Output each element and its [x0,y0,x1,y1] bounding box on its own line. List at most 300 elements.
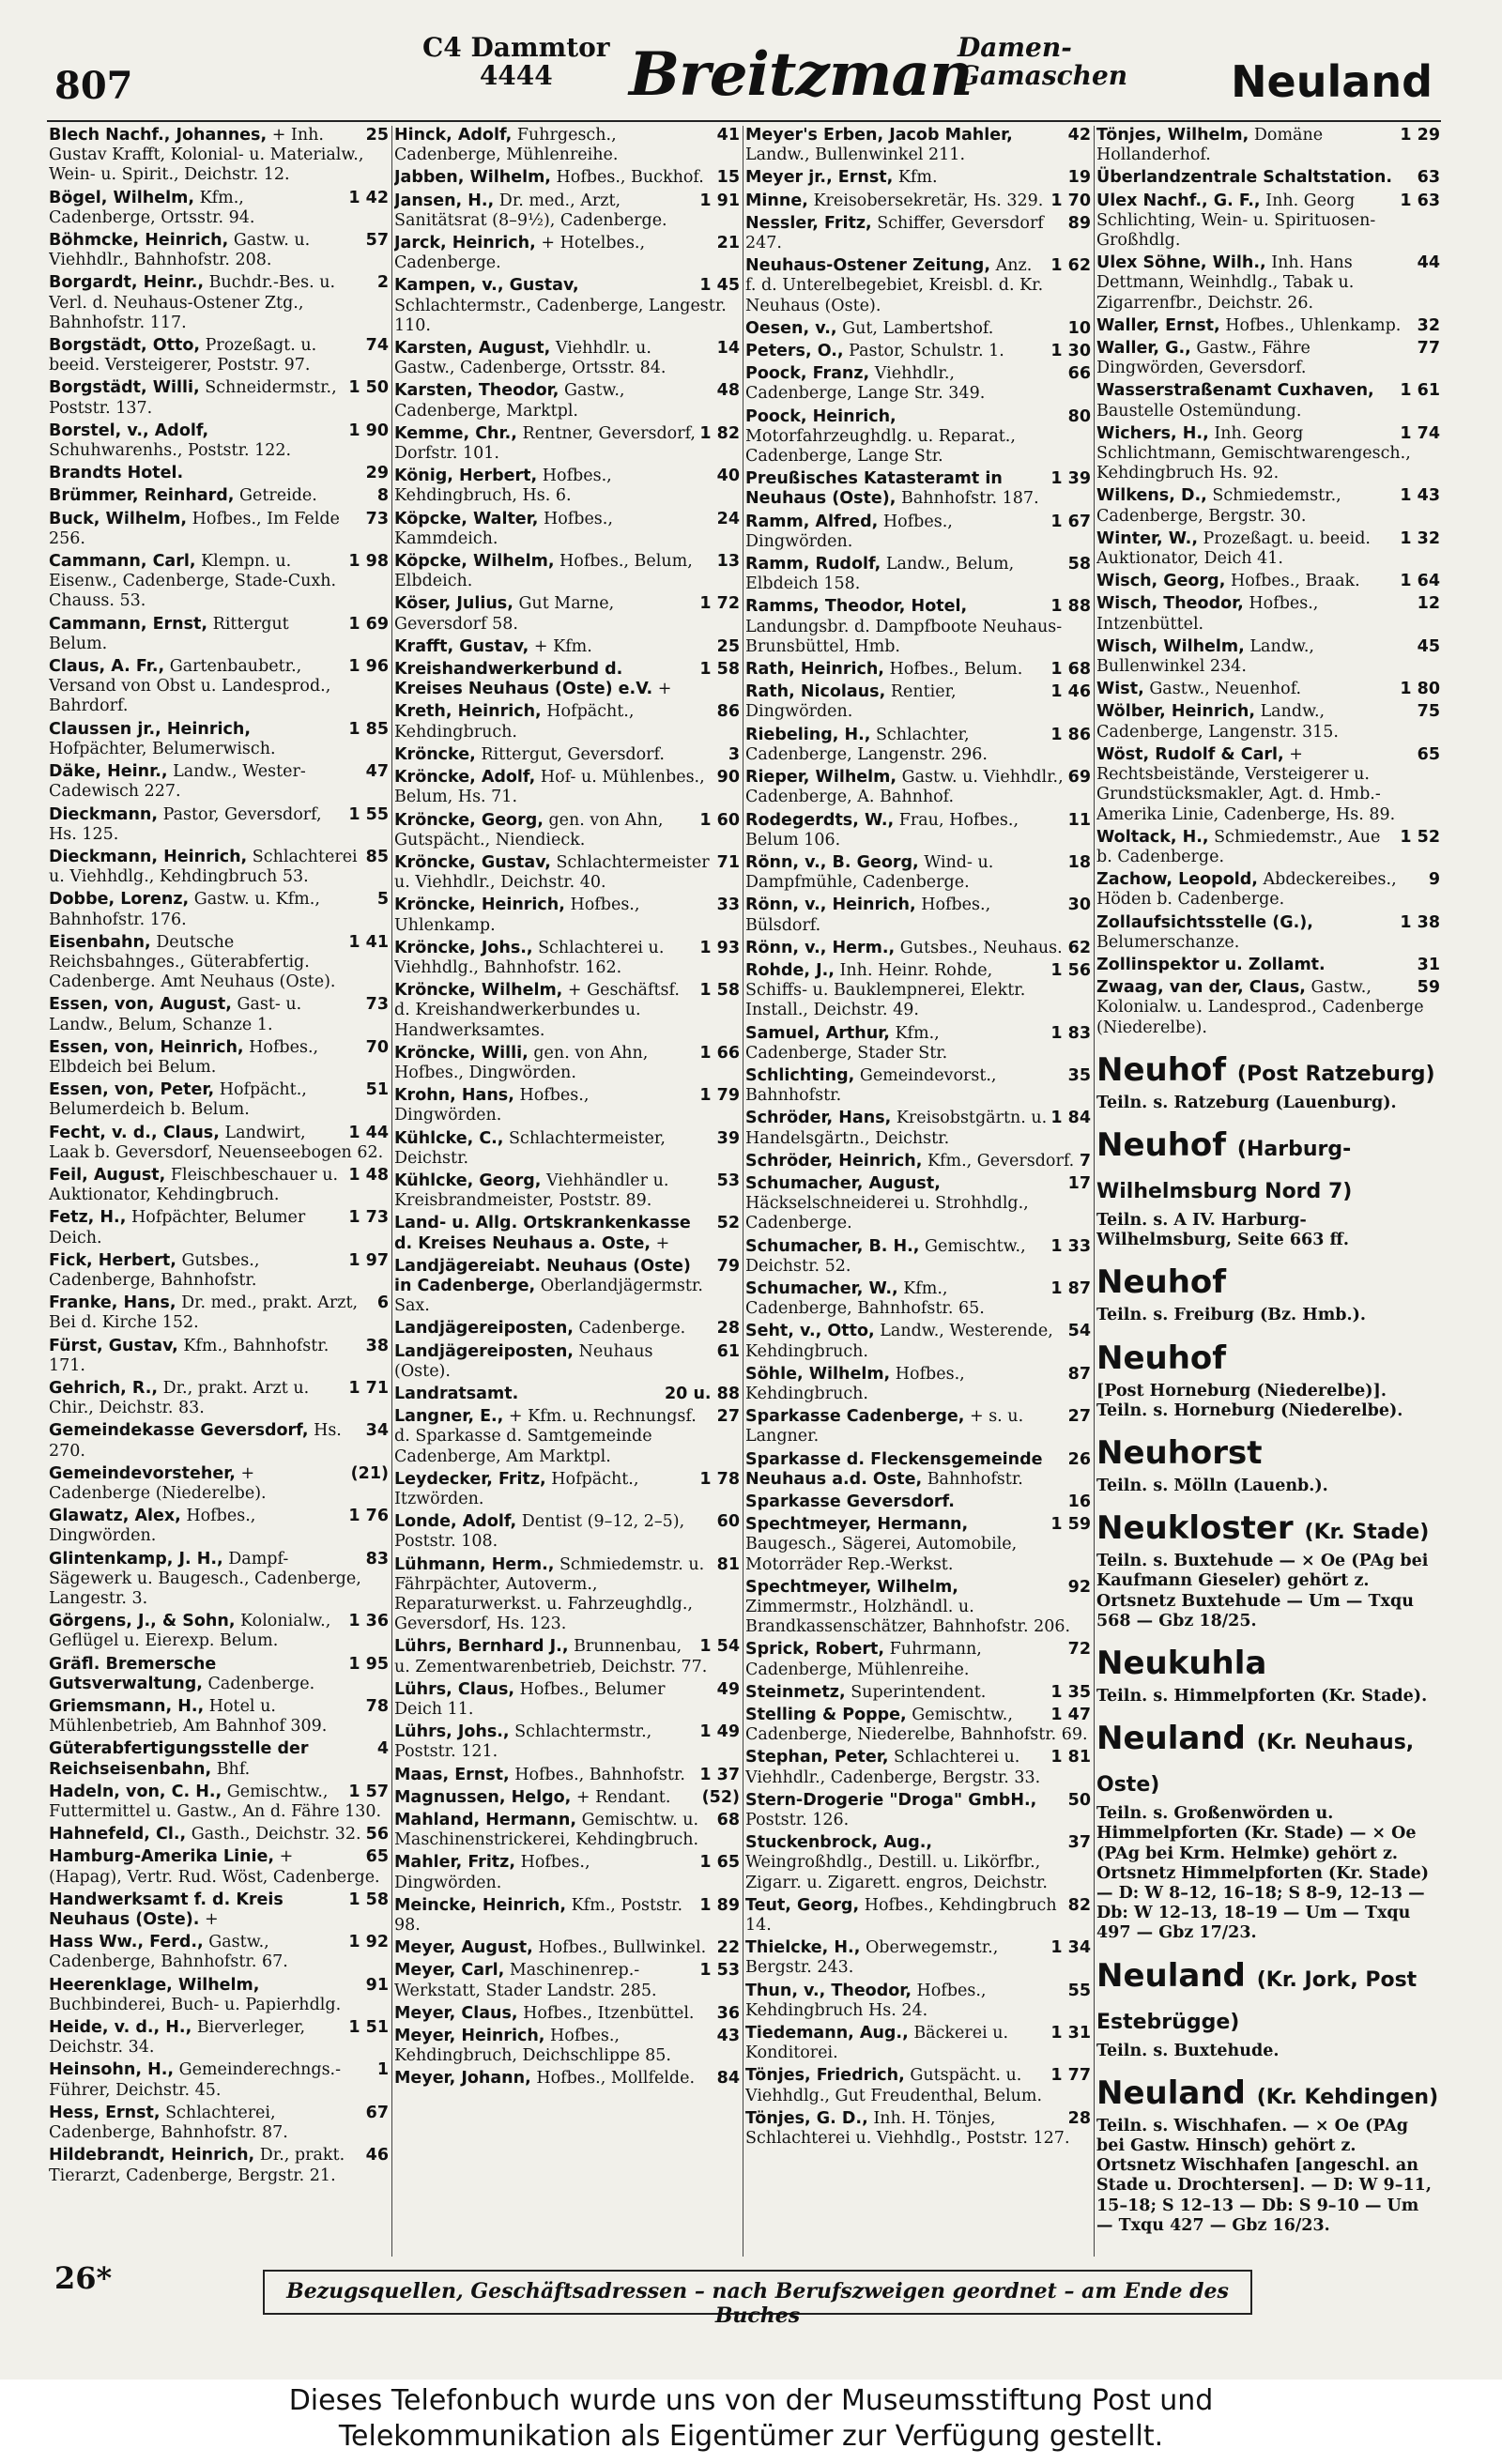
listing-details: Bäckerei u. Konditorei. [745,2024,1009,2063]
listing-phone: 81 [716,1554,740,1574]
listing-phone: 1 89 [699,1895,740,1915]
location-reference-text: Teiln. s. Wischhafen. — × Oe (PAg bei Gastw. Hinsch) gehört z. Ortsnetz Wischhafen [angeschl. an Stade u. Drochtersen]. — D: W 9–11, 15–18; S 12–13 — Db: S 9–10 — Um — Txqu 427 — Gbz 16/23. [1096,2116,1432,2235]
listing-details: Gut Marne, Geversdorf 58. [394,594,615,634]
listing-entry [49,657,389,717]
listing-details: Schlachterei u. Viehhdlg., Kehdingbruch 53. [49,847,358,887]
listing-entry [394,1680,740,1720]
listing-phone: 1 73 [348,1208,389,1228]
listing-details: Inh. Hans Dettmann, Weinhdlg., Tabak u. Zigarrenfbr., Deichstr. 26. [1096,253,1355,313]
listing-entry [394,768,740,807]
listing-name: Mahland, Hermann, [394,1811,576,1830]
listing-details: Hofpächt., Kehdingbruch. [394,702,635,742]
listing-name: Schröder, Heinrich, [745,1151,923,1171]
archive-caption [0,2380,1502,2464]
listing-phone: 55 [1067,1981,1091,2000]
location-qualifier: (Kr. Kehdingen) [1256,2085,1439,2109]
location-name: Neuhof [1096,1263,1227,1302]
listing-phone: (52) [701,1787,740,1807]
listing-entry [49,995,389,1034]
listing-name: Lühmann, Herm., [394,1554,555,1574]
location-qualifier: (Kr. Neuhaus, Oste) [1096,1731,1415,1798]
listing-name: Jarck, Heinrich, [394,234,536,253]
listing-details: Klempn. u. Eisenw., Cadenberge, Stade-Cuxh. Chauss. 53. [49,552,337,611]
listing-entry [1096,702,1440,742]
listing-entry [745,1365,1091,1404]
listing-entry [49,1739,389,1779]
listing-name: Zwaag, van der, Claus, [1096,978,1306,998]
listing-entry [49,1293,389,1333]
listing-details: Hofbes., Itzenbüttel. [523,2003,695,2023]
listing-details: Hofbes., Dingwörden. [49,1507,256,1546]
location-reference-text: Teiln. s. Ratzeburg (Lauenburg). [1096,1093,1397,1112]
listing-phone: 1 67 [1050,512,1091,531]
listing-phone: 1 80 [1400,680,1440,699]
listing-details: Neuhaus (Oste). [394,1341,653,1381]
listing-phone: 65 [365,1847,389,1867]
listing-entry [1096,956,1440,975]
listing-name: Landjägereiposten, [394,1319,574,1339]
location-reference-text: [Post Horneburg (Niederelbe)]. Teiln. s. Horneburg (Niederelbe). [1096,1381,1403,1420]
listing-entry [394,191,740,231]
listing-phone: 51 [365,1080,389,1100]
listing-phone: 1 32 [1400,528,1440,548]
listing-name: Land- u. Allg. Ortskrankenkasse d. Kreises Neuhaus a. Oste, [394,1214,691,1253]
listing-phone: 1 68 [1050,660,1091,680]
listing-details: Rentier, Dingwörden. [745,682,957,722]
listing-details: Gastw., Cadenberge, Bahnhofstr. 67. [49,1933,288,1972]
listing-name: Woltack, H., [1096,827,1209,847]
location-heading [1096,1434,1440,1477]
location-heading [1096,1051,1440,1094]
listing-details: Viehhändler u. Kreisbrandmeister, Poststr. 89. [394,1171,669,1211]
listing-name: Lührs, Bernhard J., [394,1637,569,1657]
directory-columns [49,126,1440,2257]
listing-entry [49,1124,389,1163]
listing-entry [745,126,1091,165]
listing-details: Anz. f. d. Unterelbegebiet, Kreisbl. d. Kr. Neuhaus (Oste). [745,256,1044,315]
listing-entry [745,1174,1091,1234]
listing-phone: 1 86 [1050,725,1091,744]
listing-name: Kröncke, Heinrich, [394,895,565,915]
listing-name: Wisch, Theodor, [1096,594,1244,614]
listing-phone: 18 [1067,852,1091,872]
listing-details: Hofbes., Uhlenkamp. [1225,315,1402,335]
listing-name: Wölber, Heinrich, [1096,702,1255,722]
listing-details: Pastor, Schulstr. 1. [849,342,1004,361]
listing-name: Claussen jr., Heinrich, [49,719,251,739]
listing-name: Dieckmann, [49,804,159,824]
listing-name: Wilkens, D., [1096,486,1207,506]
listing-details: Oberlandjägermstr. Sax. [394,1276,703,1316]
listing-entry [49,189,389,228]
listing-phone: 56 [365,1825,389,1844]
listing-details: Schlachtermstr., Poststr. 121. [394,1722,652,1762]
listing-name: Lührs, Johs., [394,1722,510,1742]
listing-details: Hofpächter, Belumer Deich. [49,1208,306,1247]
listing-phone: 14 [716,339,740,359]
listing-phone: 79 [716,1256,740,1276]
location-name: Neuhof [1096,1339,1227,1377]
listing-entry [745,1322,1091,1361]
listing-details: Bahnhofstr. [927,1469,1023,1489]
listing-details: + Kfm. [533,636,592,656]
listing-entry [49,1825,389,1844]
listing-name: Waller, G., [1096,339,1191,359]
listing-entry [1096,913,1440,953]
location-heading [1096,1339,1440,1382]
listing-name: Ramms, Theodor, Hotel, [745,597,968,617]
listing-details: Superintendent. [851,1682,987,1702]
listing-details: Gut, Lambertshof. [842,318,994,338]
listing-name: Essen, von, Peter, [49,1080,215,1100]
listing-phone: 20 u. 88 [665,1384,740,1403]
listing-name: Däke, Heinr., [49,762,168,782]
page-mark: 26* [54,2260,113,2296]
listing-details: + Cadenberge (Niederelbe). [49,1463,267,1503]
listing-details: Hofbes., Elbdeich bei Belum. [49,1037,319,1077]
listing-phone: 1 38 [1400,912,1440,932]
listing-details: Dr., prakt. Arzt u. Chir., Deichstr. 83. [49,1378,310,1418]
listing-phone: 30 [1067,895,1091,915]
listing-details: Schlachterei, Cadenberge, Bahnhofstr. 87. [49,2103,288,2143]
listing-phone: 1 65 [699,1853,740,1873]
listing-details: Cadenberge. [578,1319,686,1339]
listing-name: Rieper, Wilhelm, [745,768,897,788]
listing-entry [394,1407,740,1467]
listing-phone: 85 [365,847,389,866]
listing-name: Meyer, Carl, [394,1961,505,1981]
listing-details: Gastw., Fähre Dingwörden, Geversdorf. [1096,339,1310,378]
listing-details: Bahnhofstr. 187. [900,489,1039,509]
listing-name: Borgardt, Heinr., [49,273,204,293]
listing-details: Inh. Georg Schlichtmann, Gemischtwarengesch., Kehdingbruch Hs. 92. [1096,423,1411,483]
listing-name: Krafft, Gustav, [394,636,529,656]
listing-details: Gast- u. Landw., Belum, Schanze 1. [49,995,302,1034]
listing-details: Viehhdlr., Cadenberge, Lange Str. 349. [745,364,986,404]
listing-name: Landjägereiposten, [394,1341,574,1361]
listing-phone: 24 [716,509,740,528]
listing-details: Fuhrgesch., Cadenberge, Mühlenreihe. [394,126,619,165]
listing-details: Hofbes., Intzenbüttel. [1096,594,1319,634]
listing-phone: 27 [716,1407,740,1427]
listing-details: + Inh. Gustav Krafft, Kolonial- u. Materialw., Wein- u. Spirit., Deichstr. 12. [49,126,364,185]
listing-phone: 92 [1067,1577,1091,1597]
column-4-entries [1096,126,1440,1038]
listing-entry [49,273,389,333]
listing-phone: 29 [365,464,389,483]
header-brand: Breitzman [629,39,973,110]
listing-name: Dieckmann, Heinrich, [49,847,248,866]
listing-name: Borgstädt, Willi, [49,378,200,398]
listing-phone: 1 70 [1050,191,1091,210]
listing-phone: 41 [716,126,740,145]
listing-phone: 70 [365,1037,389,1057]
listing-name: Feil, August, [49,1165,166,1185]
listing-phone: 63 [1417,168,1440,188]
listing-details: Gastw., Cadenberge, Marktpl. [394,381,625,421]
listing-name: Sparkasse Geversdorf. [745,1492,955,1511]
listing-details: Getreide. [239,486,317,506]
listing-entry [745,407,1091,467]
listing-name: Heinsohn, H., [49,2060,175,2080]
listing-entry [745,1791,1091,1830]
listing-name: Meyer, August, [394,1938,533,1958]
listing-entry [745,895,1091,935]
listing-name: Peters, O., [745,342,844,361]
listing-name: Rath, Nicolaus, [745,682,886,702]
listing-entry [394,467,740,506]
listing-entry [1096,339,1440,378]
footer-banner [263,2270,1252,2328]
listing-name: Nessler, Fritz, [745,213,872,233]
listing-name: Jansen, H., [394,191,495,210]
listing-name: Meyer, Heinrich, [394,2027,545,2046]
listing-details: Viehhdlr. u. Gastw., Cadenberge, Ortsstr. 84. [394,339,667,378]
listing-phone: 1 52 [1400,827,1440,847]
listing-phone: 83 [365,1549,389,1569]
listing-entry [49,464,389,483]
listing-entry [745,2066,1091,2105]
listing-details: Pastor, Geversdorf, Hs. 125. [49,804,322,844]
header-ad-left [422,34,610,90]
listing-entry [49,378,389,418]
listing-phone: 36 [716,2003,740,2023]
listing-details: Hofbes., Im Felde 256. [49,509,340,548]
listing-name: Landratsamt. [394,1384,519,1403]
listing-phone: 87 [1067,1364,1091,1384]
listing-entry [745,1237,1091,1277]
listing-details: Hofpächt., Belumerdeich b. Belum. [49,1080,307,1120]
listing-phone: 7 [1079,1151,1091,1171]
listing-phone: 84 [716,2069,740,2089]
listing-details: + Geschäftsf. d. Kreishandwerkerbundes u. Handwerksamtes. [394,981,680,1040]
listing-details: Brunnenbau, u. Zementwarenbetrieb, Deichstr. 77. [394,1637,708,1676]
listing-details: Landw., Bullenwinkel 211. [745,145,966,165]
listing-entry [49,552,389,612]
listing-details: Schlachtermstr., Cadenberge, Langestr. 110. [394,296,727,335]
listing-entry [1096,191,1440,252]
listing-entry [394,1044,740,1083]
listing-entry [394,424,740,464]
listing-entry [394,702,740,742]
listing-details: Dampf-Sägewerk u. Baugesch., Cadenberge, Langestr. 3. [49,1549,361,1609]
listing-entry [49,1655,389,1694]
listing-details: Gutspächt. u. Viehhdlg., Gut Freudenthal, Belum. [745,2066,1043,2105]
listing-name: Söhle, Wilhelm, [745,1364,891,1384]
listing-name: Leydecker, Fritz, [394,1469,546,1489]
listing-phone: 6 [376,1293,389,1313]
header-rule [47,120,1441,122]
listing-phone: 1 57 [348,1782,389,1801]
listing-phone: 39 [716,1128,740,1148]
listing-details: + Hotelbes., Cadenberge. [394,234,646,273]
listing-name: Rönn, v., Herm., [745,938,896,957]
listing-details: Kfm., Bahnhofstr. 171. [49,1336,330,1375]
listing-entry [49,615,389,654]
listing-entry [745,1683,1091,1703]
location-heading [1096,1126,1440,1211]
listing-entry [1096,486,1440,526]
listing-phone: 1 34 [1050,1938,1091,1958]
listing-phone: 1 91 [699,191,740,210]
listing-name: Minne, [745,191,808,210]
listing-details: Bhf. [216,1759,251,1779]
listing-details: Baustelle Ostemündung. [1096,401,1302,421]
listing-name: Langner, E., [394,1407,504,1427]
listing-name: Magnussen, Helgo, [394,1787,572,1807]
listing-details: Hofbes., Bullwinkel. [538,1938,707,1958]
listing-name: Kröncke, Georg, [394,810,544,830]
listing-phone: 1 63 [1400,191,1440,210]
listing-entry [1096,594,1440,634]
listing-phone: 1 61 [1400,381,1440,401]
listing-details: Buchbinderei, Buch- u. Papierhdlg. [49,1995,342,2014]
listing-phone: 69 [1067,768,1091,788]
listing-phone: 28 [1067,2108,1091,2128]
listing-phone: 21 [716,234,740,253]
listing-details: Schlachtermeister u. Viehhdlr., Deichstr. 40. [394,852,710,893]
listing-phone: 58 [1067,555,1091,574]
listing-name: Landjägereiabt. Neuhaus (Oste) in Cadenberge, [394,1256,691,1295]
listing-entry [394,2069,740,2089]
listing-details: Schmiedemstr., Aue b. Cadenberge. [1096,827,1381,866]
listing-name: Kreth, Heinrich, [394,702,542,722]
listing-details: Hof- u. Mühlenbes., Belum, Hs. 71. [394,768,705,807]
listing-details: Häckselschneiderei u. Strohhdlg., Cadenberge. [745,1194,1029,1233]
listing-details: + [204,1910,219,1930]
listing-phone: 1 43 [1400,486,1440,506]
listing-entry [49,2104,389,2143]
listing-phone: 1 77 [1050,2066,1091,2086]
listing-entry [745,191,1091,211]
listing-phone: 1 60 [699,810,740,830]
listing-entry [394,1811,740,1850]
listing-phone: 44 [1417,253,1440,273]
listing-name: Ramm, Rudolf, [745,555,881,574]
listing-name: Buck, Wilhelm, [49,509,188,528]
listing-entry [49,890,389,929]
listing-phone: 1 72 [699,594,740,614]
listing-phone: 40 [716,467,740,486]
listing-details: Rentner, Geversdorf, Dorfstr. 101. [394,423,696,464]
listing-details: Landungsbr. d. Dampfboote Neuhaus-Brunsbüttel, Hmb. [745,617,1063,656]
listing-phone: 1 74 [1400,423,1440,443]
listing-phone: 17 [1067,1173,1091,1193]
listing-entry [49,2018,389,2058]
listing-phone: 25 [716,636,740,656]
listing-details: Buchdr.-Bes. u. Verl. d. Neuhaus-Ostener Ztg., Bahnhofstr. 117. [49,273,336,332]
listing-details: Hotel u. Mühlenbetrieb, Am Bahnhof 309. [49,1697,328,1737]
listing-details: Gastw. u. Kfm., Bahnhofstr. 176. [49,890,320,929]
listing-phone: 71 [716,852,740,872]
listing-phone: 52 [716,1214,740,1233]
listing-details: + Rechtsbeistände, Versteigerer u. Grundstücksmakler, Agt. d. Hmb.-Amerika Linie, Cadenberge, Hs. 89. [1096,744,1396,824]
listing-details: Hofbes., Belum. [889,660,1023,680]
listing-details: Bierverleger, Deichstr. 34. [49,2018,306,2058]
listing-entry [745,1024,1091,1064]
listing-phone: 90 [716,768,740,788]
listing-phone: 1 53 [699,1961,740,1981]
listing-name: Schlichting, [745,1065,855,1085]
listing-entry [49,1464,389,1504]
listing-entry [394,2004,740,2024]
listing-name: Hess, Ernst, [49,2103,161,2122]
listing-entry [49,720,389,759]
header-ad-left-line2: 4444 [479,60,553,91]
listing-entry [394,1385,740,1404]
caption-line-1: Dieses Telefonbuch wurde uns von der Museumsstiftung Post und [288,2384,1214,2417]
listing-phone: 1 41 [348,932,389,952]
listing-details: Gutsbes., Neuhaus. [899,938,1063,957]
listing-entry [745,364,1091,404]
listing-details: Dr. med., Arzt, Sanitätsrat (8–9½), Cadenberge. [394,191,667,230]
listing-phone: 1 35 [1050,1682,1091,1702]
location-reference-text: Teiln. s. Mölln (Lauenb.). [1096,1476,1328,1495]
listing-name: Bögel, Wilhelm, [49,188,195,207]
listing-name: Stuckenbrock, Aug., [745,1833,933,1853]
listing-entry [49,1208,389,1247]
listing-name: Zollinspektor u. Zollamt. [1096,955,1326,974]
listing-name: Rönn, v., Heinrich, [745,895,916,915]
listing-name: Fick, Herbert, [49,1250,176,1270]
listing-phone: 1 58 [348,1890,389,1909]
listing-details: Hofbes., Bahnhofstr. [514,1765,685,1784]
listing-entry [394,745,740,765]
listing-name: Heide, v. d., H., [49,2018,192,2038]
listing-details: Landw., Westerende, Kehdingbruch. [745,1322,1053,1361]
listing-details: Oberwegemstr., Bergstr. 243. [745,1938,999,1978]
listing-details: Schuhwarenhs., Poststr. 122. [49,441,292,461]
listing-entry [745,1407,1091,1446]
location-qualifier: (Kr. Jork, Post Estebrügge) [1096,1967,1418,2034]
listing-details: + [655,1233,670,1253]
listing-phone: 34 [365,1421,389,1441]
listing-phone: 1 96 [348,657,389,677]
listing-entry [49,1550,389,1610]
listing-phone: 1 50 [348,378,389,398]
listing-entry [1096,126,1440,165]
listing-details: Kreisobersekretär, Hs. 329. [813,191,1044,210]
listing-details: Hofbes., Kehdingbruch 14. [745,1895,1057,1936]
place-heading: Neuland [1231,56,1433,107]
listing-entry [394,1853,740,1892]
listing-phone: 42 [1067,126,1091,145]
listing-phone: 1 85 [348,719,389,739]
listing-name: Tiedemann, Aug., [745,2024,909,2043]
location-name: Neuland [1096,1720,1246,1758]
listing-phone: 1 30 [1050,342,1091,361]
listing-phone: 80 [1067,406,1091,426]
listing-phone: 37 [1067,1833,1091,1853]
listing-phone: 1 81 [1050,1748,1091,1768]
listing-phone: 16 [1067,1492,1091,1511]
listing-details: Belumerschanze. [1096,932,1240,952]
listing-entry [745,1640,1091,1679]
listing-entry [394,1319,740,1339]
listing-name: Görgens, J., & Sohn, [49,1612,236,1631]
listing-details: Schlachterei u. Viehhdlr., Cadenberge, Bergstr. 33. [745,1748,1041,1787]
listing-name: Kröncke, Gustav, [394,852,551,872]
listing-entry [49,1337,389,1376]
listing-entry [1096,828,1440,867]
listing-details: Hofbes., Mollfelde. [536,2069,696,2089]
listing-name: Sparkasse Cadenberge, [745,1407,965,1427]
header-ad-right [958,34,1127,90]
listing-entry [394,1766,740,1785]
listing-phone: 1 37 [699,1765,740,1784]
listing-entry [394,594,740,634]
listing-details: Abdeckereibes., Höden b. Cadenberge. [1096,870,1397,910]
